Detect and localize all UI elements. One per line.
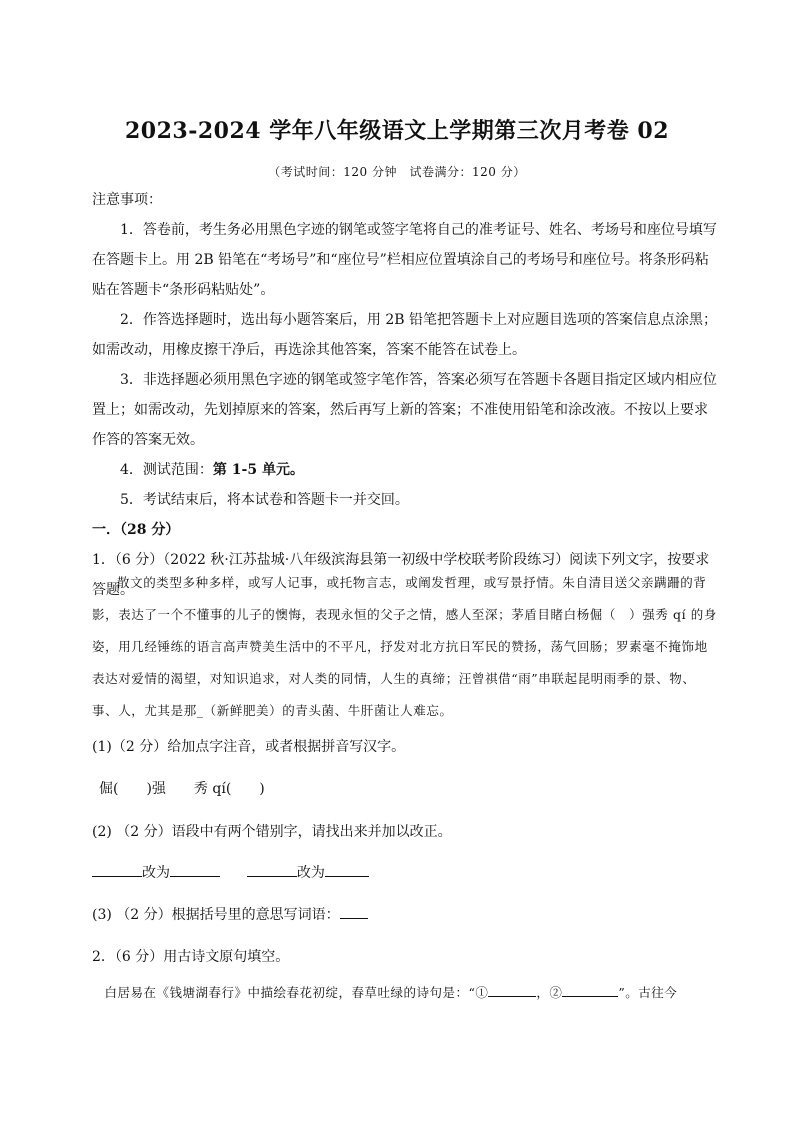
answer-blank[interactable] xyxy=(340,904,368,919)
notice-heading: 注意事项： xyxy=(92,192,162,208)
question-2-passage xyxy=(92,981,732,1005)
question-2-passage-a: 白居易在《钱塘湖春行》中描绘春花初绽，春草吐绿的诗句是：“① xyxy=(104,985,489,1000)
section-1-heading: 一．（28 分） xyxy=(92,522,180,538)
exam-subtitle: （考试时间：120 分钟 试卷满分：120 分） xyxy=(268,165,526,179)
question-2-passage-b: ，② xyxy=(536,985,563,1000)
question-1-sub-1-answer: 倔( )强 秀 qí( ) xyxy=(99,781,265,797)
change-to-label: 改为 xyxy=(296,865,325,881)
answer-blank[interactable] xyxy=(562,982,618,997)
question-1-sub-2-answer xyxy=(92,862,369,882)
question-1-stem: 1．（6 分）（2022 秋·江苏盐城·八年级滨海县第一初级中学校联考阶段练习）阅读下列文字，按要求答题。 xyxy=(92,552,710,598)
notice-item-4-range: 第 1-5 单元。 xyxy=(212,462,304,478)
notice-item-5: 5．考试结束后，将本试卷和答题卡一并交回。 xyxy=(120,492,409,508)
question-1-sub-1: (1)（2 分）给加点字注音，或者根据拼音写汉字。 xyxy=(92,739,406,755)
answer-blank[interactable] xyxy=(488,982,536,997)
answer-blank[interactable] xyxy=(170,862,220,877)
question-2-stem: 2．（6 分）用古诗文原句填空。 xyxy=(92,949,290,965)
question-2-passage-c: ”。古往今 xyxy=(618,985,678,1000)
notice-item-3: 3．非选择题必须用黑色字迹的钢笔或签字笔作答，答案必须写在答题卡各题目指定区域内相应位置上；如需改动，先划掉原来的答案，然后再写上新的答案；不准使用铅笔和涂改液。不按以上要求作答的答案无效。 xyxy=(92,372,717,448)
question-1-passage: 散文的类型多种多样，或写人记事，或托物言志，或阐发哲理，或写景抒情。朱自清目送父亲蹒跚的背影，表达了一个不懂事的儿子的懊悔，表现永恒的父子之情，感人至深；茅盾目睹白杨倔（ ）强秀 qí 的身姿，用几经锤练的语言高声赞美生活中的不平凡，抒发对北方抗日军民的赞扬，荡气回肠；罗素毫不掩饰地表达对爱情的渴望，对知识追求，对人类的同情，人生的真缔；汪曾祺借“雨”串联起昆明雨季的景、物、事、人，尤其是那_（新鲜肥美）的青头菌、牛肝菌让人难忘。 xyxy=(92,575,717,718)
answer-blank[interactable] xyxy=(92,862,142,877)
question-1-sub-2: (2) （2 分）语段中有两个错别字，请找出来并加以改正。 xyxy=(92,824,452,840)
notice-item-2: 2．作答选择题时，选出每小题答案后，用 2B 铅笔把答题卡上对应题目选项的答案信息点涂黑；如需改动，用橡皮擦干净后，再选涂其他答案，答案不能答在试卷上。 xyxy=(92,312,718,358)
notice-item-4-prefix: 4．测试范围： xyxy=(120,462,213,478)
notice-item-1: 1．答卷前，考生务必用黑色字迹的钢笔或签字笔将自己的准考证号、姓名、考场号和座位号填写在答题卡上。用 2B 铅笔在“考场号”和“座位号”栏相应位置填涂自己的考场号和座位号。将条形码粘贴在答题卡“条形码粘贴处”。 xyxy=(92,222,717,298)
answer-blank[interactable] xyxy=(325,862,369,877)
question-1-sub-3 xyxy=(92,904,368,924)
notice-item-4 xyxy=(92,455,717,485)
answer-blank[interactable] xyxy=(247,862,297,877)
question-1-sub-3-text: (3) （2 分）根据括号里的意思写词语： xyxy=(92,907,340,923)
notice-section xyxy=(92,185,717,605)
change-to-label: 改为 xyxy=(142,865,170,881)
exam-title: 2023-2024 学年八年级语文上学期第三次月考卷 02 xyxy=(124,118,670,144)
